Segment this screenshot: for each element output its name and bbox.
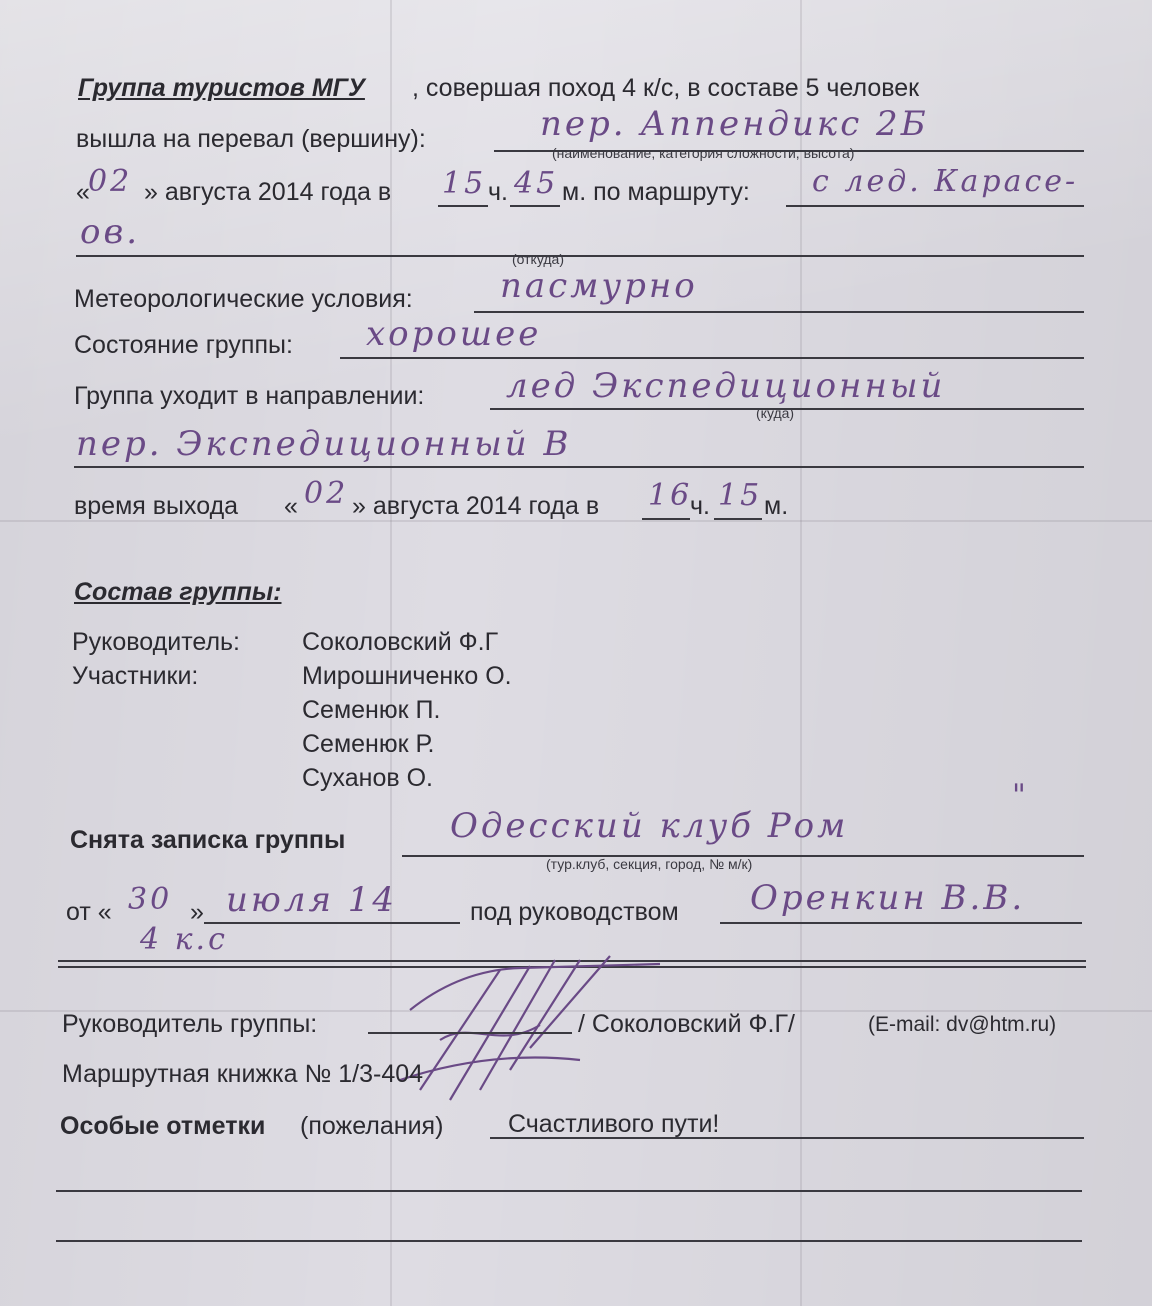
from-month: июля 14 (226, 880, 398, 920)
direction-hint: (куда) (756, 405, 795, 421)
date-day: 02 (88, 164, 133, 199)
removed-mark: " (1012, 778, 1029, 813)
depart-text: » августа 2014 года в (352, 492, 600, 520)
removed-value: Одесский клуб Ром (450, 806, 849, 846)
weather-label: Метеорологические условия: (74, 285, 413, 313)
special-value: Счастливого пути! (508, 1110, 720, 1138)
weather-value: пасмурно (500, 266, 698, 306)
blank-line-1 (56, 1190, 1082, 1192)
composition-title: Состав группы: (74, 578, 282, 606)
depart-hour: 16 (648, 478, 693, 513)
route-label: м. по маршруту: (562, 178, 750, 206)
leader-sign-line (368, 1032, 572, 1034)
route-handwritten-2: ов. (80, 212, 141, 252)
group-text: , совершая поход 4 к/с, в составе 5 человек (412, 74, 920, 102)
special-hint: (пожелания) (300, 1112, 444, 1140)
weather-line (474, 311, 1084, 313)
hour-unit: ч. (488, 178, 508, 206)
leadership-line (720, 922, 1082, 924)
route-book-label: Маршрутная книжка № 1/3-404 (62, 1060, 424, 1088)
from-day: 30 (128, 882, 173, 917)
group-label: Группа туристов МГУ (78, 74, 365, 102)
depart-suffix: м. (764, 492, 789, 520)
route-handwritten-1: с лед. Карасе- (812, 164, 1079, 199)
state-value: хорошее (366, 314, 542, 354)
removed-hint: (тур.клуб, секция, город, № м/к) (546, 856, 753, 872)
special-label: Особые отметки (60, 1112, 266, 1140)
from-hint: (откуда) (512, 251, 564, 267)
route-line (786, 205, 1084, 207)
arrival-minute: 45 (514, 166, 559, 201)
from-mid: » (190, 898, 204, 926)
date-text: » августа 2014 года в (144, 178, 392, 206)
depart-minute-line (714, 518, 762, 520)
pass-hint: (наименование, категория сложности, высота) (552, 145, 855, 161)
leader-label: Руководитель: (72, 628, 241, 656)
leader-name: Соколовский Ф.Г (302, 628, 499, 656)
depart-minute-prefix: ч. (690, 492, 710, 520)
depart-day: 02 (304, 476, 349, 511)
member-item: Семенюк Р. (302, 730, 435, 758)
state-line (340, 357, 1084, 359)
direction-value-1: лед Экспедиционный (506, 366, 946, 406)
pass-handwritten: пер. Аппендикс 2Б (540, 104, 929, 144)
email-text: (E-mail: dv@htm.ru) (868, 1013, 1057, 1036)
from-label: от « (66, 898, 112, 926)
from-date-line (204, 922, 460, 924)
direction-value-2: пер. Экспедиционный В (76, 424, 572, 464)
leadership-label: под руководством (470, 898, 679, 926)
members-label: Участники: (72, 662, 199, 690)
member-item: Мирошниченко О. (302, 662, 512, 690)
pass-label: вышла на перевал (вершину): (76, 125, 426, 153)
direction-line-2 (74, 466, 1084, 468)
depart-minute: 15 (718, 478, 763, 513)
leader-sign-label: Руководитель группы: (62, 1010, 318, 1038)
minute-line (510, 205, 560, 207)
arrival-hour: 15 (442, 166, 487, 201)
from-line (76, 255, 1084, 257)
date-open: « (76, 178, 90, 206)
removed-label: Снята записка группы (70, 826, 346, 854)
blank-line-2 (56, 1240, 1082, 1242)
depart-hour-line (642, 518, 690, 520)
leadership-value: Оренкин В.В. (750, 878, 1026, 918)
depart-label: время выхода (74, 492, 239, 520)
paper-crease (800, 0, 802, 1306)
member-item: Семенюк П. (302, 696, 441, 724)
category-value: 4 к.с (140, 922, 228, 957)
state-label: Состояние группы: (74, 331, 293, 359)
hour-line (438, 205, 488, 207)
leader-sign-name: / Соколовский Ф.Г/ (578, 1010, 795, 1038)
direction-label: Группа уходит в направлении: (74, 382, 425, 410)
depart-open: « (284, 492, 298, 520)
member-item: Суханов О. (302, 764, 434, 792)
